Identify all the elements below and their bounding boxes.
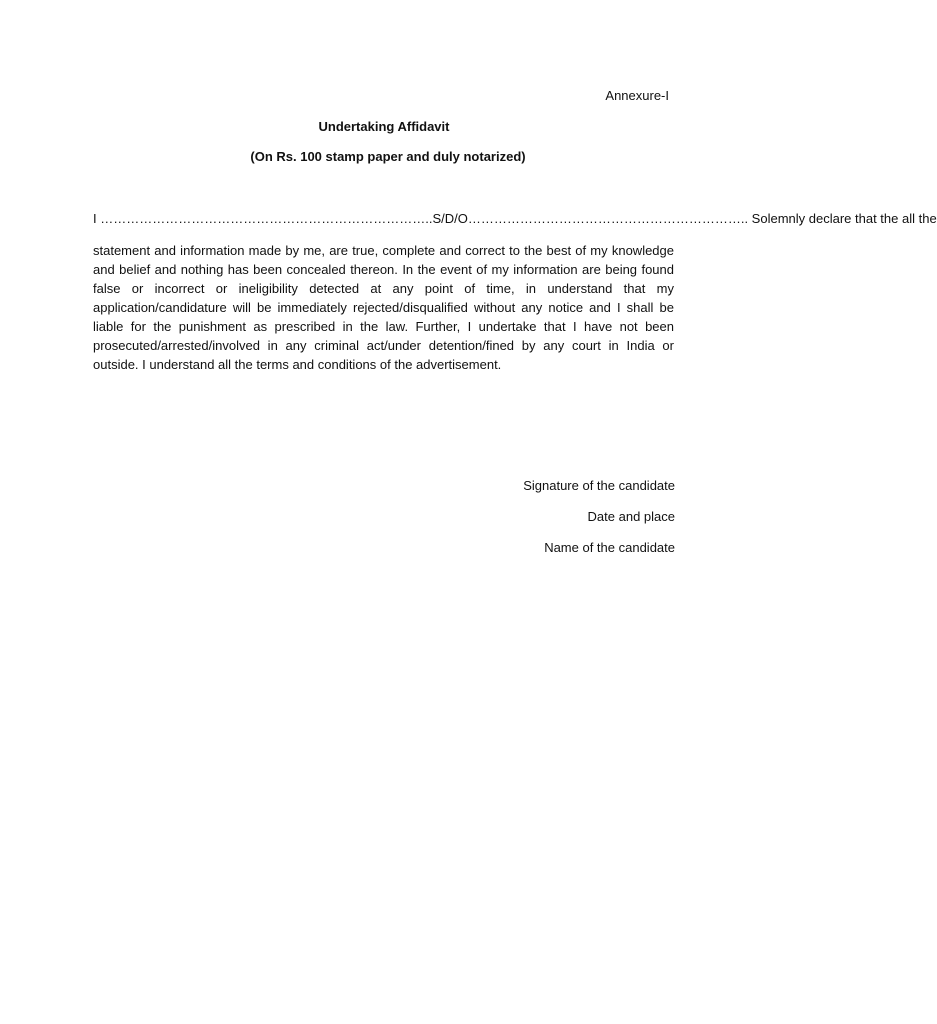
annexure-label: Annexure-I	[605, 88, 669, 103]
signature-label: Signature of the candidate	[523, 478, 675, 493]
signature-block	[523, 478, 675, 571]
document-subtitle: (On Rs. 100 stamp paper and duly notarized)	[250, 149, 526, 164]
name-label: Name of the candidate	[544, 540, 675, 555]
declaration-line: I …………………………………………………………………..S/D/O……………………………………………………….. Solemnly declare that the all the	[93, 211, 937, 226]
document-title: Undertaking Affidavit	[318, 119, 450, 134]
declaration-paragraph: statement and information made by me, are true, complete and correct to the best of my knowledge and belief and nothing has been concealed thereon. In the event of my information are being found false or incorrect or ineligibility detected at any point of time, in understand that my application/candidature will be immediately rejected/disqualified without any notice and I shall be liable for the punishment as prescribed in the law. Further, I undertake that I have not been prosecuted/arrested/involved in any criminal act/under detention/fined by any court in India or outside. I understand all the terms and conditions of the advertisement.	[93, 243, 674, 372]
date-place-label: Date and place	[587, 509, 675, 524]
